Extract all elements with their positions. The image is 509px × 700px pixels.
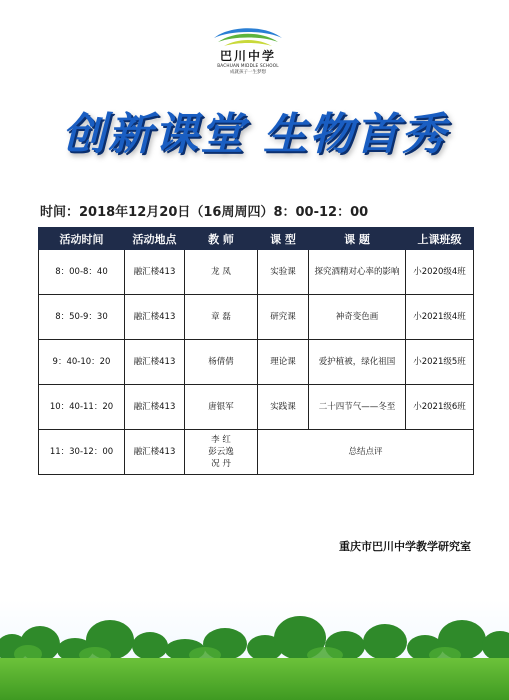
cell-teacher: 龙 凤 [185, 250, 258, 295]
logo-school-name: 巴川中学 [219, 49, 276, 63]
cell-class: 小2021级5班 [406, 340, 474, 385]
teacher-name: 李 红 [211, 435, 231, 445]
cell-type: 实验课 [258, 250, 309, 295]
logo-emblem-icon [208, 26, 288, 48]
cell-location: 融汇楼413 [125, 385, 185, 430]
cell-class: 小2021级4班 [406, 295, 474, 340]
header-topic: 课 题 [309, 228, 406, 250]
header-teacher: 教 师 [185, 228, 258, 250]
cell-teacher: 唐银军 [185, 385, 258, 430]
cell-time: 8：50-9：30 [39, 295, 125, 340]
header-class-type: 课 型 [258, 228, 309, 250]
header-activity-time: 活动时间 [39, 228, 125, 250]
cell-time: 11：30-12：00 [39, 430, 125, 475]
cell-teacher: 杨倩倩 [185, 340, 258, 385]
table-row [39, 295, 474, 340]
cell-type: 理论课 [258, 340, 309, 385]
logo-english-name: BACHUAN MIDDLE SCHOOL [217, 63, 279, 68]
table-row [39, 430, 474, 475]
table-row [39, 385, 474, 430]
cell-time: 9：40-10：20 [39, 340, 125, 385]
cell-time: 10：40-11：20 [39, 385, 125, 430]
teacher-name: 况 丹 [211, 459, 231, 469]
cell-merged-summary: 总结点评 [258, 430, 474, 475]
cell-type: 研究课 [258, 295, 309, 340]
schedule-table [38, 227, 474, 475]
cell-location: 融汇楼413 [125, 295, 185, 340]
cell-topic: 探究酒精对心率的影响 [309, 250, 406, 295]
footer-organization: 重庆市巴川中学教学研究室 [339, 540, 471, 553]
grass-landscape-image [0, 600, 509, 700]
cell-teacher: 章 磊 [185, 295, 258, 340]
event-time: 时间：2018年12月20日（16周周四）8：00-12：00 [40, 205, 369, 220]
page-headline: 创新课堂 生物首秀 [61, 109, 448, 160]
cell-teachers [185, 430, 258, 475]
cell-class: 小2020级4班 [406, 250, 474, 295]
cell-location: 融汇楼413 [125, 430, 185, 475]
header-location: 活动地点 [125, 228, 185, 250]
logo-motto: 成就孩子一生梦想 [230, 70, 266, 75]
cell-location: 融汇楼413 [125, 340, 185, 385]
cell-location: 融汇楼413 [125, 250, 185, 295]
cell-type: 实践课 [258, 385, 309, 430]
cell-topic: 神奇变色画 [309, 295, 406, 340]
table-header-row [39, 228, 474, 250]
table-row [39, 250, 474, 295]
cell-topic: 二十四节气——冬至 [309, 385, 406, 430]
teacher-name: 彭云逸 [208, 447, 234, 457]
table-row [39, 340, 474, 385]
school-logo [206, 26, 290, 96]
header-class: 上课班级 [406, 228, 474, 250]
cell-class: 小2021级6班 [406, 385, 474, 430]
cell-time: 8：00-8：40 [39, 250, 125, 295]
cell-topic: 爱护植被，绿化祖国 [309, 340, 406, 385]
